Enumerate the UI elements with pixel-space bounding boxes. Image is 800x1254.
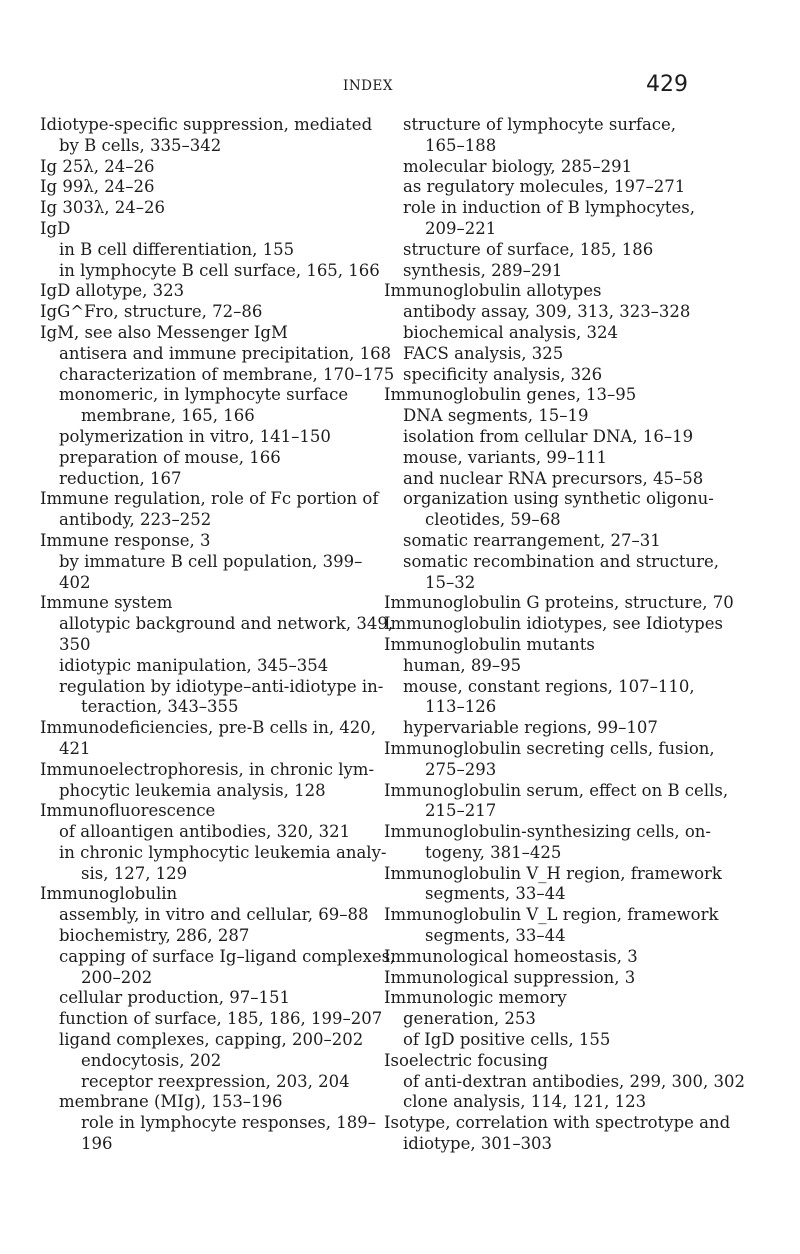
index-entry: IgM, see also Messenger IgM [40,322,288,342]
index-entry: segments, 33–44 [425,926,566,946]
index-entry: Immunoglobulin secreting cells, fusion, [384,738,715,758]
index-entry: by immature B cell population, 399– [59,551,363,571]
index-entry: structure of surface, 185, 186 [403,239,654,259]
index-entry: phocytic leukemia analysis, 128 [59,780,326,800]
index-entry: molecular biology, 285–291 [403,156,633,176]
page-number: 429 [646,72,688,97]
index-entry: biochemical analysis, 324 [403,322,619,342]
index-entry: idiotypic manipulation, 345–354 [59,655,329,675]
index-entry: Immunological suppression, 3 [384,967,636,987]
index-entry: polymerization in vitro, 141–150 [59,426,331,446]
index-entry: monomeric, in lymphocyte surface [59,385,349,405]
index-entry: Immunologic memory [384,988,567,1008]
index-entry: IgG^Fro, structure, 72–86 [40,302,263,322]
index-entry: idiotype, 301–303 [403,1134,553,1154]
index-entry: receptor reexpression, 203, 204 [81,1071,350,1091]
index-entry: Immunoglobulin idiotypes, see Idiotypes [384,614,723,634]
index-entry: IgD [40,218,71,238]
index-entry: 275–293 [425,759,497,779]
index-entry: Ig 303λ, 24–26 [40,198,166,218]
index-entry: Immunodeficiencies, pre-B cells in, 420, [40,718,377,738]
index-entry: mouse, variants, 99–111 [403,447,608,467]
index-entry: and nuclear RNA precursors, 45–58 [403,468,704,488]
index-entry: characterization of membrane, 170–175 [59,364,395,384]
index-entry: of anti-dextran antibodies, 299, 300, 302 [403,1071,745,1091]
index-column-left [40,115,396,1155]
index-entry: Immunofluorescence [40,801,216,821]
index-entry: IgD allotype, 323 [40,281,185,301]
index-entry: human, 89–95 [403,655,522,675]
index-entry: Immunoglobulin mutants [384,634,595,654]
index-entry: hypervariable regions, 99–107 [403,718,658,738]
index-entry: DNA segments, 15–19 [403,406,589,426]
index-entry: FACS analysis, 325 [403,343,564,363]
index-entry: generation, 253 [403,1009,536,1029]
index-entry: Immunoelectrophoresis, in chronic lym- [40,759,375,779]
index-entry: 350 [59,634,91,654]
index-entry: of alloantigen antibodies, 320, 321 [59,822,351,842]
index-entry: cellular production, 97–151 [59,988,290,1008]
index-entry: Immunoglobulin-synthesizing cells, on- [384,822,711,842]
index-entry: Isotype, correlation with spectrotype and [384,1113,731,1133]
index-entry: function of surface, 185, 186, 199–207 [59,1009,383,1029]
index-entry: reduction, 167 [59,468,182,488]
index-entry: endocytosis, 202 [81,1050,222,1070]
index-entry: antibody, 223–252 [59,510,212,530]
index-entry: capping of surface Ig–ligand complexes, [59,946,396,966]
index-entry: Immunological homeostasis, 3 [384,946,638,966]
index-entry: Ig 25λ, 24–26 [40,156,155,176]
index-entry: of IgD positive cells, 155 [403,1030,611,1050]
index-entry: 15–32 [425,572,476,592]
index-entry: role in induction of B lymphocytes, [403,198,695,218]
index-entry: Immunoglobulin [40,884,178,904]
index-entry: specificity analysis, 326 [403,364,603,384]
index-entry: togeny, 381–425 [425,842,562,862]
index-entry: 200–202 [81,967,153,987]
index-entry: assembly, in vitro and cellular, 69–88 [59,905,369,925]
index-entry: clone analysis, 114, 121, 123 [403,1092,647,1112]
index-entry: allotypic background and network, 349, [59,614,394,634]
index-entry: preparation of mouse, 166 [59,447,281,467]
index-entry: teraction, 343–355 [81,697,239,717]
index-entry: isolation from cellular DNA, 16–19 [403,426,694,446]
index-entry: structure of lymphocyte surface, [403,115,677,134]
index-entry: organization using synthetic oligonu- [403,489,714,509]
index-entry: Immune system [40,593,173,613]
index-entry: in chronic lymphocytic leukemia analy- [59,842,387,862]
index-entry: 196 [81,1134,113,1154]
index-column-right [384,115,745,1155]
running-title: INDEX [343,78,393,94]
index-entry: by B cells, 335–342 [59,135,222,155]
index-entry: mouse, constant regions, 107–110, [403,676,695,696]
index-entry: cleotides, 59–68 [425,510,561,530]
index-entry: 421 [59,738,91,758]
index-entry: antibody assay, 309, 313, 323–328 [403,302,691,322]
index-entry: Ig 99λ, 24–26 [40,177,155,197]
index-entry: role in lymphocyte responses, 189– [81,1113,377,1133]
index-entry: 113–126 [425,697,497,717]
index-entry: somatic recombination and structure, [403,551,720,571]
index-entry: ligand complexes, capping, 200–202 [59,1030,364,1050]
index-entry: regulation by idiotype–anti-idiotype in- [59,676,384,696]
index-entry: Immunoglobulin G proteins, structure, 70 [384,593,734,613]
index-entry: Immunoglobulin genes, 13–95 [384,385,637,405]
index-entry: antisera and immune precipitation, 168 [59,343,392,363]
index-entry: membrane, 165, 166 [81,406,255,426]
index-entry: Immunoglobulin serum, effect on B cells, [384,780,729,800]
index-entry: sis, 127, 129 [81,863,188,883]
index-entry: segments, 33–44 [425,884,566,904]
index-entry: Idiotype-specific suppression, mediated [40,115,373,134]
index-entry: 402 [59,572,91,592]
index-entry: Immunoglobulin allotypes [384,281,602,301]
index-entry: Isoelectric focusing [384,1050,549,1070]
index-entry: 215–217 [425,801,497,821]
index-entry: synthesis, 289–291 [403,260,563,280]
index-entry: biochemistry, 286, 287 [59,926,250,946]
index-entry: 165–188 [425,135,497,155]
index-entry: 209–221 [425,218,497,238]
index-entry: in B cell differentiation, 155 [59,239,295,259]
index-entry: membrane (MIg), 153–196 [59,1092,283,1112]
index-entry: somatic rearrangement, 27–31 [403,530,661,550]
index-entry: in lymphocyte B cell surface, 165, 166 [59,260,380,280]
index-entry: Immune response, 3 [40,530,211,550]
index-entry: Immunoglobulin V_L region, framework [384,905,719,925]
index-entry: as regulatory molecules, 197–271 [403,177,686,197]
index-entry: Immunoglobulin V_H region, framework [384,863,722,883]
index-entry: Immune regulation, role of Fc portion of [40,489,379,509]
